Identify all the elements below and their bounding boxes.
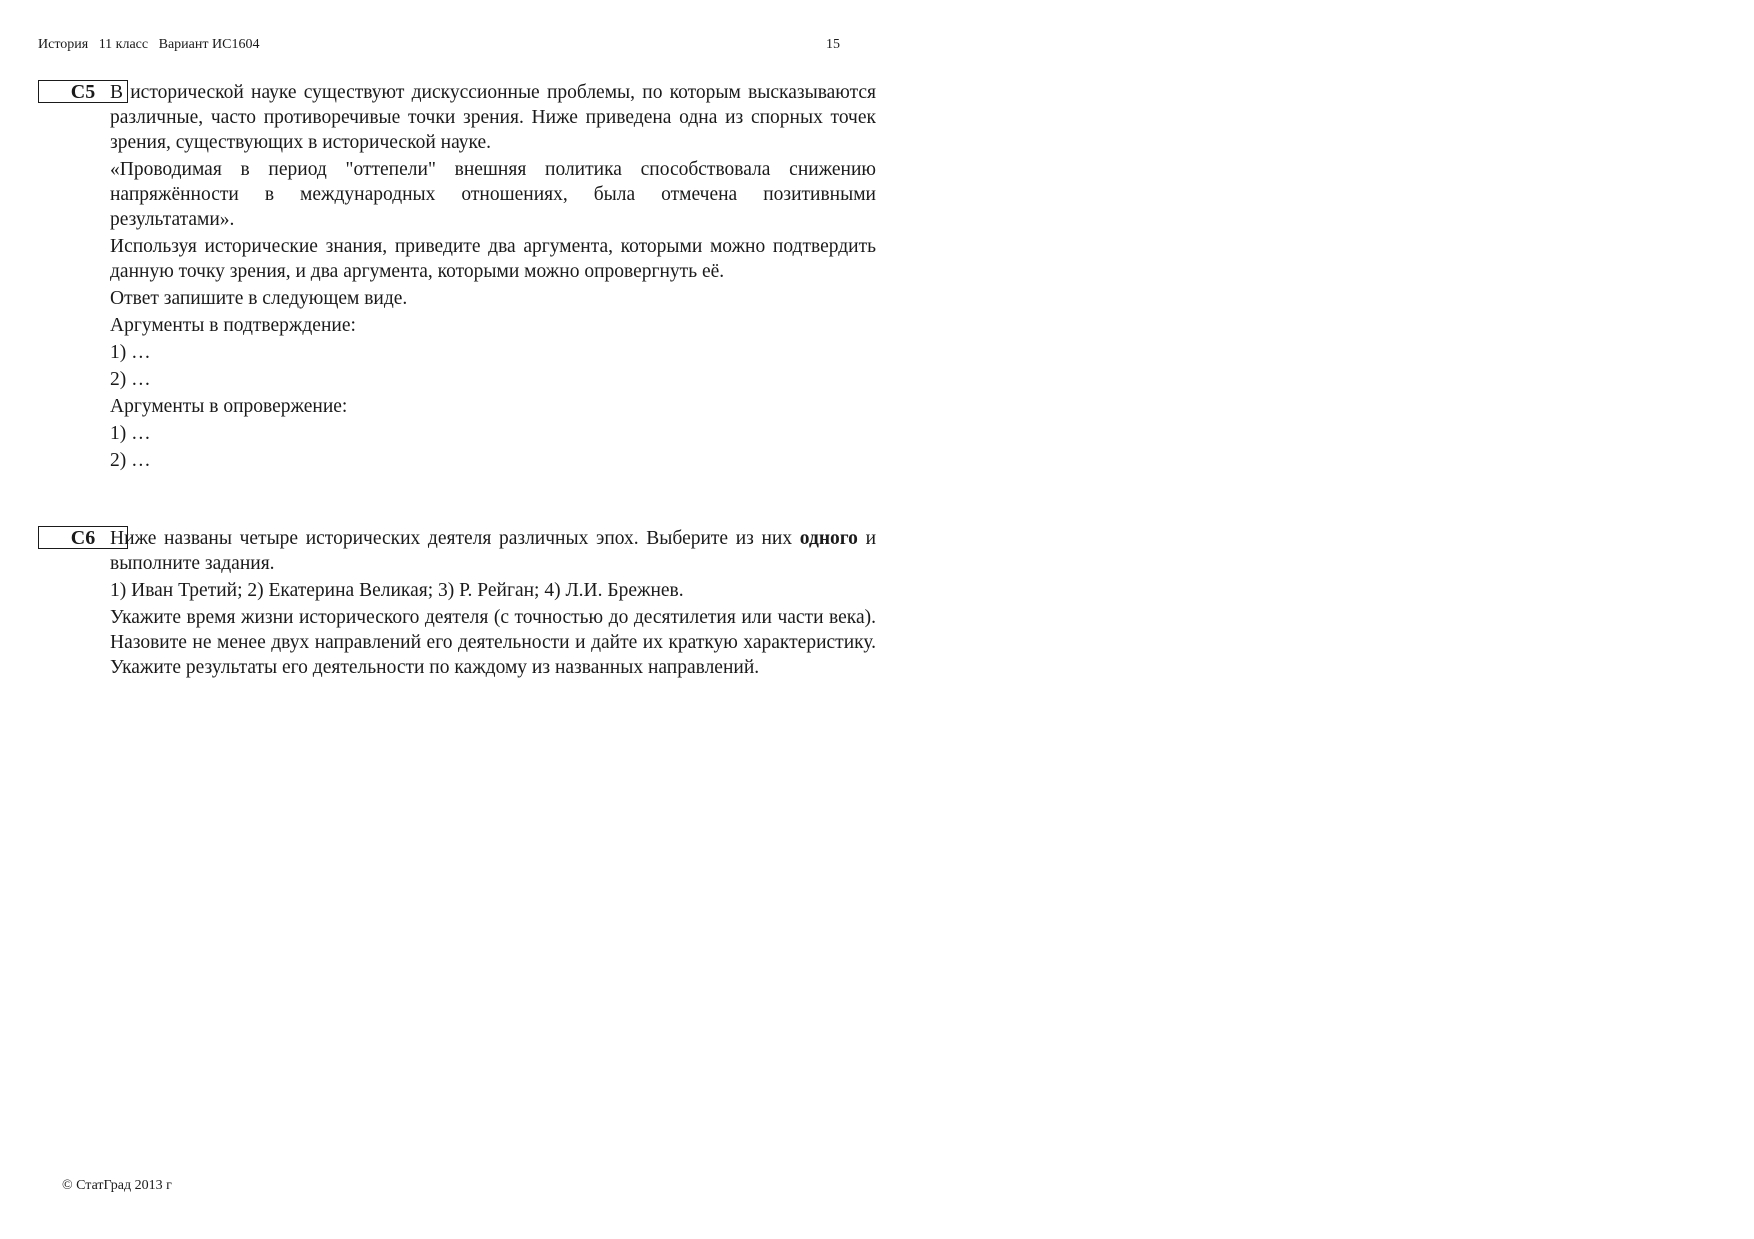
page-header: [38, 37, 840, 55]
header-variant: Вариант ИС1604: [158, 37, 260, 52]
task-c6-intro: [110, 526, 876, 576]
task-c5-support-item-2: 2) …: [110, 369, 151, 390]
task-c6-intro-tail: и выполните задания.: [110, 528, 877, 574]
task-c5-body: [110, 80, 876, 475]
header-info: [38, 37, 266, 53]
page-number: 15: [826, 37, 840, 52]
task-id-c5: С5: [38, 80, 128, 103]
task-c5-answer-format: Ответ запишите в следующем виде.: [110, 288, 408, 309]
task-c5-refute-item-1: 1) …: [110, 423, 151, 444]
header-grade: 11 класс: [98, 37, 149, 52]
footer-copyright: © СтатГрад 2013 г: [62, 1178, 172, 1193]
task-c6-intro-text: Ниже названы четыре исторических деятеля различных эпох. Выберите из них: [110, 528, 793, 549]
task-c5-intro: В исторической науке существуют дискуссионные проблемы, по которым высказываются различные, часто противоречивые точки зрения. Ниже приведена одна из спорных точек зрения, существующих в исторической науке.: [110, 82, 876, 153]
task-c6-intro-bold: одного: [799, 528, 858, 549]
task-c5-refute-heading: Аргументы в опровержение:: [110, 396, 348, 417]
task-id-c6: С6: [38, 526, 128, 549]
task-c5-refute-item-2: 2) …: [110, 450, 151, 471]
header-subject: История: [38, 37, 89, 52]
task-c5-quote: «Проводимая в период "оттепели" внешняя политика способствовала снижению напряжённости в международных отношениях, была отмечена позитивными результатами».: [110, 159, 876, 230]
task-c6-options: 1) Иван Третий; 2) Екатерина Великая; 3) Р. Рейган; 4) Л.И. Брежнев.: [110, 580, 684, 601]
task-c5-support-heading: Аргументы в подтверждение:: [110, 315, 356, 336]
task-c6-instructions: Укажите время жизни исторического деятеля (с точностью до десятилетия или части века). Назовите не менее двух направлений его деятельности и дайте их краткую характеристику. Укажите результаты его деятельности по каждому из названных направлений.: [110, 607, 876, 678]
task-c6-body: [110, 526, 876, 682]
task-c5-instruction: Используя исторические знания, приведите два аргумента, которыми можно подтвердить данную точку зрения, и два аргумента, которыми можно опровергнуть её.: [110, 236, 876, 282]
task-c5-support-item-1: 1) …: [110, 342, 151, 363]
